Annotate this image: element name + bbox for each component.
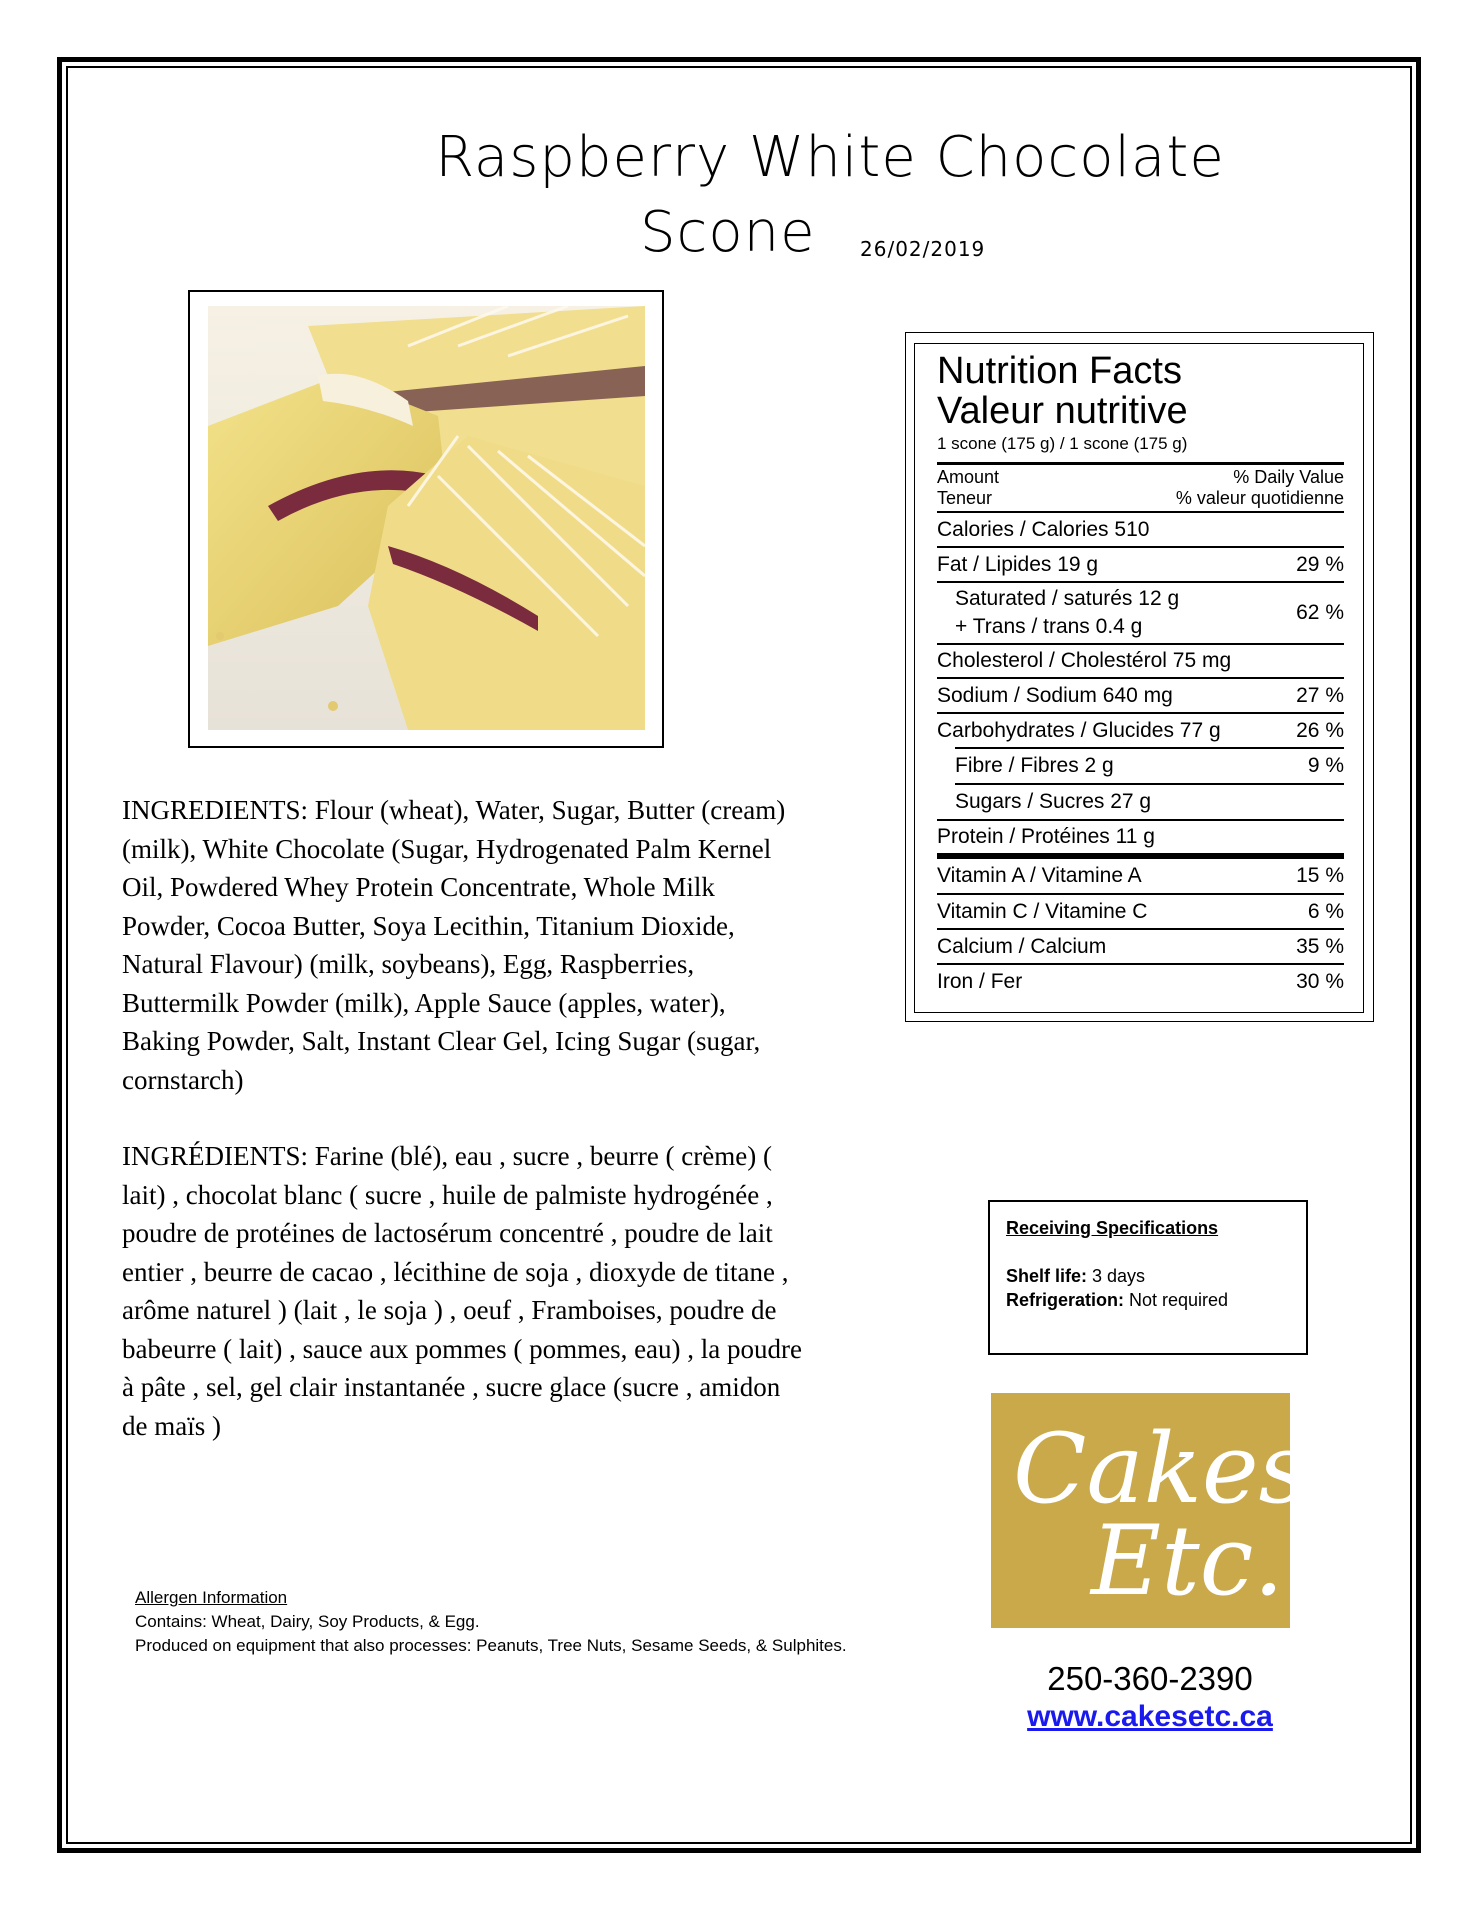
allergen-heading: Allergen Information [135, 1588, 288, 1607]
vitamin-c-label: Vitamin C / Vitamine C [937, 899, 1148, 923]
calcium-dv: 35 % [1296, 934, 1344, 958]
nutrition-facts-table [914, 343, 1364, 1013]
nutrition-row-iron [937, 963, 1344, 998]
shelf-life-label: Shelf life: [1006, 1266, 1088, 1286]
product-photo-frame [188, 290, 664, 748]
fibre-dv: 9 % [1307, 754, 1344, 777]
product-photo [208, 306, 645, 730]
ingredients-french: INGRÉDIENTS: Farine (blé), eau , sucre , beurre ( crème) ( lait) , chocolat blanc ( sucre , huile de palmiste hydrogénée , poudre de protéines de lactosérum concentré , poudre de lait entier , beurre de cacao , lécithine de soja , dioxyde de titane , arôme naturel ) (lait , le soja ) , oeuf , Framboises, poudre de babeurre ( lait) , sauce aux pommes ( pommes, eau) , la poudre à pâte , sel, gel clair instantanée , sucre glace (sucre , amidon de maïs ) [122, 1141, 802, 1441]
nutrition-row-saturated [937, 581, 1344, 643]
nutrition-row-sodium [937, 677, 1344, 712]
refrigeration-label: Refrigeration: [1006, 1290, 1125, 1310]
saturated-label: Saturated / saturés 12 g [955, 587, 1180, 610]
amount-label-en: Amount [937, 467, 1000, 487]
nutrition-row-sugars [955, 783, 1344, 819]
fat-label: Fat / Lipides 19 g [937, 552, 1099, 576]
refrigeration-value: Not required [1124, 1290, 1229, 1310]
calories-label: Calories / Calories 510 [937, 517, 1150, 541]
serving-size: 1 scone (175 g) / 1 scone (175 g) [937, 434, 1188, 453]
shelf-life-line [1006, 1264, 1290, 1288]
fibre-label: Fibre / Fibres 2 g [955, 754, 1114, 777]
iron-label: Iron / Fer [937, 969, 1023, 993]
document-date: 26/02/2019 [860, 237, 986, 261]
nutrition-row-protein [937, 819, 1344, 853]
nutrition-row-carbohydrates [937, 712, 1344, 747]
product-title-line1: Raspberry White Chocolate [435, 125, 1225, 190]
nutrition-row-calories [937, 511, 1344, 546]
nutrition-row-calcium [937, 928, 1344, 963]
shelf-life-value: 3 days [1087, 1266, 1146, 1286]
allergen-information [135, 1586, 905, 1658]
sodium-dv: 27 % [1296, 683, 1344, 707]
receiving-specifications-box [988, 1200, 1308, 1355]
logo-text-etc: Etc. [1091, 1505, 1284, 1617]
saturated-dv: 62 % [1296, 601, 1344, 624]
carbohydrates-label: Carbohydrates / Glucides 77 g [937, 718, 1221, 742]
allergen-produced-on: Produced on equipment that also processes: Peanuts, Tree Nuts, Sesame Seeds, & Sulphites. [135, 1636, 847, 1655]
fat-dv: 29 % [1296, 552, 1344, 576]
nutrition-row-vitamin-c [937, 893, 1344, 928]
carbohydrates-dv: 26 % [1296, 718, 1344, 742]
website-link[interactable]: www.cakesetc.ca [1027, 1700, 1273, 1733]
logo-text-cakes: Cakes [1013, 1413, 1308, 1525]
sodium-label: Sodium / Sodium 640 mg [937, 683, 1173, 707]
nutrition-row-fat [937, 546, 1344, 581]
allergen-contains: Contains: Wheat, Dairy, Soy Products, & Egg. [135, 1612, 480, 1631]
daily-value-label-fr: % valeur quotidienne [1175, 488, 1344, 508]
amount-label-fr: Teneur [937, 488, 993, 508]
vitamin-c-dv: 6 % [1307, 899, 1344, 923]
nutrition-row-fibre [955, 747, 1344, 783]
daily-value-label-en: % Daily Value [1233, 467, 1344, 487]
sugars-label: Sugars / Sucres 27 g [955, 790, 1152, 813]
nutrition-column-header [937, 462, 1344, 511]
nutrition-title-fr: Valeur nutritive [937, 390, 1188, 432]
protein-label: Protein / Protéines 11 g [937, 825, 1155, 848]
ingredients-english: INGREDIENTS: Flour (wheat), Water, Sugar, Butter (cream) (milk), White Chocolate (Sugar, Hydrogenated Palm Kernel Oil, Powdered Whey Protein Concentrate, Whole Milk Powder, Cocoa Butter, Soya Lecithin, Titanium Dioxide, Natural Flavour) (milk, soybeans), Egg, Raspberries, Buttermilk Powder (milk), Apple Sauce (apples, water), Baking Powder, Salt, Instant Clear Gel, Icing Sugar (sugar, cornstarch) [122, 795, 786, 1095]
cholesterol-label: Cholesterol / Cholestérol 75 mg [937, 649, 1232, 672]
iron-dv: 30 % [1296, 969, 1344, 993]
nutrition-row-vitamin-a [937, 853, 1344, 893]
trans-label: + Trans / trans 0.4 g [955, 615, 1143, 638]
calcium-label: Calcium / Calcium [937, 934, 1107, 958]
cakes-etc-logo [991, 1393, 1308, 1628]
vitamin-a-label: Vitamin A / Vitamine A [937, 864, 1142, 887]
nutrition-title-en: Nutrition Facts [937, 350, 1182, 392]
nutrition-row-cholesterol [937, 643, 1344, 677]
refrigeration-line [1006, 1288, 1290, 1312]
receiving-specifications-title: Receiving Specifications [1006, 1218, 1219, 1238]
product-title-line2: Scone [640, 200, 816, 265]
phone-number: 250-360-2390 [1047, 1660, 1253, 1697]
vitamin-a-dv: 15 % [1296, 864, 1344, 887]
